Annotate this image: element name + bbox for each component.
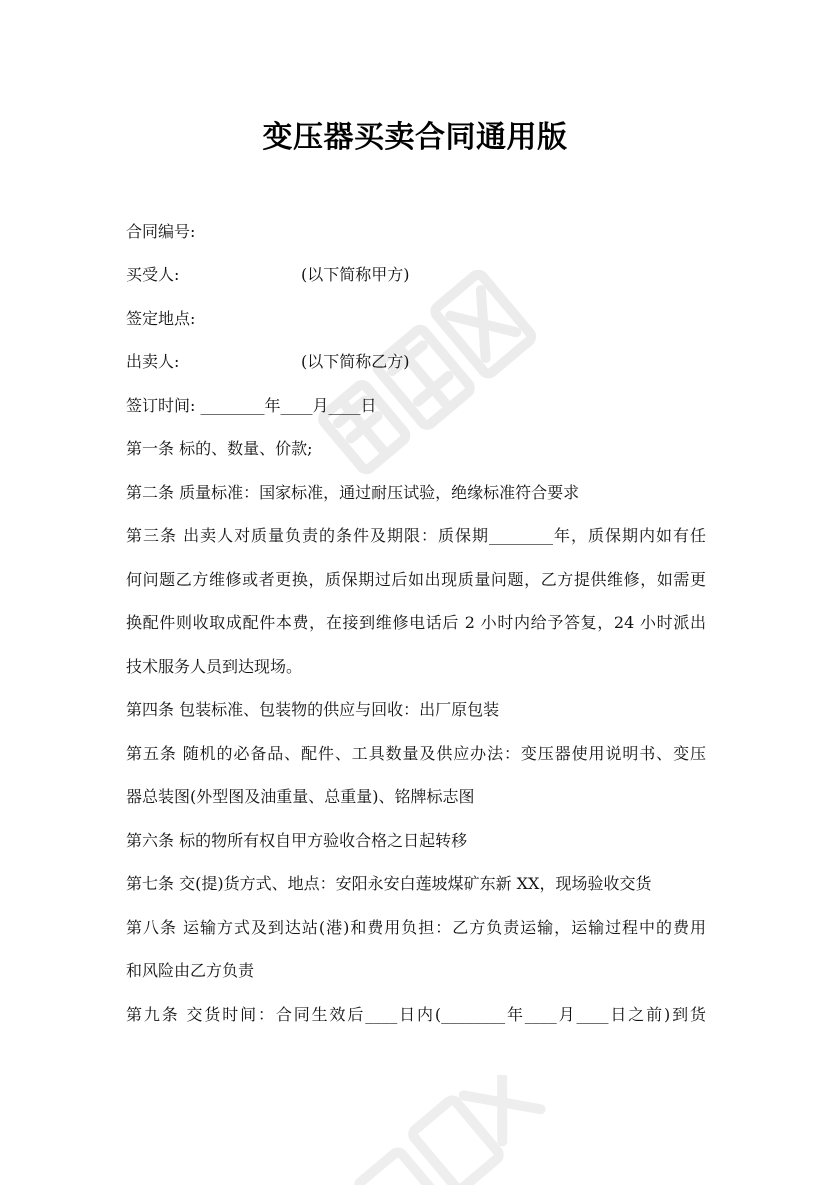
- clause-line: 第四条 包装标准、包装物的供应与回收：出厂原包装: [126, 700, 500, 719]
- signing-date-line: 签订时间: ________年____月____日: [126, 396, 377, 415]
- clause-line: 第三条 出卖人对质量负责的条件及期限：质保期________年，质保期内如有任: [126, 526, 706, 545]
- watermark-logo-icon: [300, 270, 560, 500]
- clause-line: 第九条 交货时间：合同生效后____日内(________年____月____日之前)到货: [126, 1005, 706, 1024]
- document-title: 变压器买卖合同通用版: [262, 120, 568, 155]
- buyer-label: 买受人:: [126, 265, 180, 284]
- seller-note: (以下简称乙方): [301, 352, 410, 371]
- buyer-note: (以下简称甲方): [301, 265, 410, 284]
- signing-place-label: 签定地点:: [126, 309, 196, 328]
- clause-line: 第二条 质量标准：国家标准，通过耐压试验，绝缘标准符合要求: [126, 483, 580, 502]
- clause-line: 何问题乙方维修或者更换，质保期过后如出现质量问题，乙方提供维修，如需更: [126, 570, 706, 589]
- seller-label: 出卖人:: [126, 352, 180, 371]
- clause-line: 第六条 标的物所有权自甲方验收合格之日起转移: [126, 831, 468, 850]
- clause-line: 第一条 标的、数量、价款;: [126, 439, 313, 458]
- clause-line: 器总装图(外型图及油重量、总重量)、铭牌标志图: [126, 787, 475, 806]
- clause-line: 和风险由乙方负责: [126, 961, 255, 980]
- contract-number-label: 合同编号:: [126, 222, 196, 241]
- clause-line: 第七条 交(提)货方式、地点：安阳永安白莲坡煤矿东新 XX，现场验收交货: [126, 874, 652, 893]
- watermark-logo-icon: [340, 1075, 570, 1185]
- clause-line: 换配件则收取成配件本费，在接到维修电话后 2 小时内给予答复，24 小时派出: [126, 613, 706, 632]
- clause-line: 技术服务人员到达现场。: [126, 657, 303, 676]
- clause-line: 第五条 随机的必备品、配件、工具数量及供应办法：变压器使用说明书、变压: [126, 744, 706, 763]
- clause-line: 第八条 运输方式及到达站(港)和费用负担：乙方负责运输，运输过程中的费用: [126, 918, 706, 937]
